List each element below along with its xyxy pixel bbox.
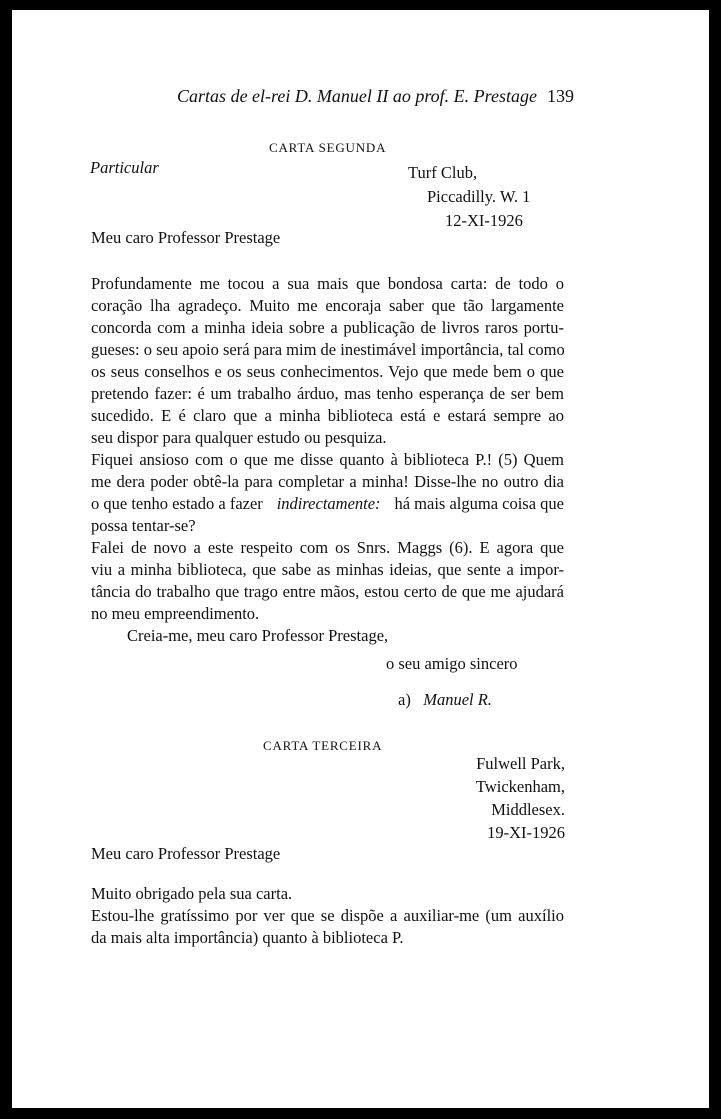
letter-heading-terceira: CARTA TERCEIRA <box>263 738 383 753</box>
date-line: 19-XI-1926 <box>487 823 565 842</box>
body-fragment-italic: indirectamente: <box>276 494 381 513</box>
body-line: tância do trabalho que trago entre mãos, estou certo de que me ajudará <box>91 582 564 601</box>
signature-line <box>398 690 492 710</box>
body-line: concorda com a minha ideia sobre a publicação de livros raros portu- <box>91 318 564 337</box>
body-line: possa tentar-se? <box>91 516 196 535</box>
body-line: Muito obrigado pela sua carta. <box>91 884 293 903</box>
body-line: os seus conselhos e os seus conhecimentos. Vejo que mede bem o que <box>91 362 564 381</box>
signoff: o seu amigo sincero <box>386 654 518 673</box>
particular-label: Particular <box>90 158 159 177</box>
date-line: 12-XI-1926 <box>445 211 523 230</box>
address-line: Turf Club, <box>408 163 478 182</box>
address-line: Fulwell Park, <box>476 754 565 773</box>
body-line: seu dispor para qualquer estudo ou pesquiza. <box>91 428 387 447</box>
salutation: Meu caro Professor Prestage <box>91 228 281 247</box>
body-fragment: o que tenho estado a fazer <box>91 494 263 513</box>
body-line: pretendo fazer: é um trabalho árduo, mas tenho esperança de ser bem <box>91 384 564 403</box>
signature-prefix: a) <box>398 690 411 709</box>
body-line: Falei de novo a este respeito com os Snrs. Maggs (6). E agora que <box>91 538 564 557</box>
body-line: sucedido. E é claro que a minha biblioteca está e estará sempre ao <box>91 406 564 425</box>
body-line: no meu empreendimento. <box>91 604 260 623</box>
salutation: Meu caro Professor Prestage <box>91 844 281 863</box>
signature: Manuel R. <box>423 690 492 709</box>
body-line: viu a minha biblioteca, que sabe as minhas ideias, que sente a impor- <box>91 560 564 579</box>
book-page <box>12 10 709 1108</box>
closing: Creia-me, meu caro Professor Prestage, <box>127 626 389 645</box>
letter-heading-segunda: CARTA SEGUNDA <box>269 140 387 155</box>
body-line: gueses: o seu apoio será para mim de inestimável importância, tal como <box>91 340 565 359</box>
body-line: me dera poder obtê-la para completar a minha! Disse-lhe no outro dia <box>91 472 564 491</box>
body-line: Estou-lhe gratíssimo por ver que se dispõe a auxiliar-me (um auxílio <box>91 906 564 925</box>
body-line: coração lha agradeço. Muito me encoraja saber que tão largamente <box>91 296 564 315</box>
address-line: Piccadilly. W. 1 <box>427 187 531 206</box>
running-header <box>119 86 574 107</box>
page-number: 139 <box>547 86 574 106</box>
body-fragment: há mais alguma coisa que <box>394 494 564 513</box>
address-line: Twickenham, <box>475 777 565 796</box>
body-line: Profundamente me tocou a sua mais que bondosa carta: de todo o <box>91 274 564 293</box>
address-line: Middlesex. <box>491 800 565 819</box>
running-title: Cartas de el-rei D. Manuel II ao prof. E. Prestage <box>177 86 537 106</box>
body-line <box>91 494 564 514</box>
body-line: Fiquei ansioso com o que me disse quanto à biblioteca P.! (5) Quem <box>91 450 564 469</box>
body-line: da mais alta importância) quanto à biblioteca P. <box>91 928 404 947</box>
